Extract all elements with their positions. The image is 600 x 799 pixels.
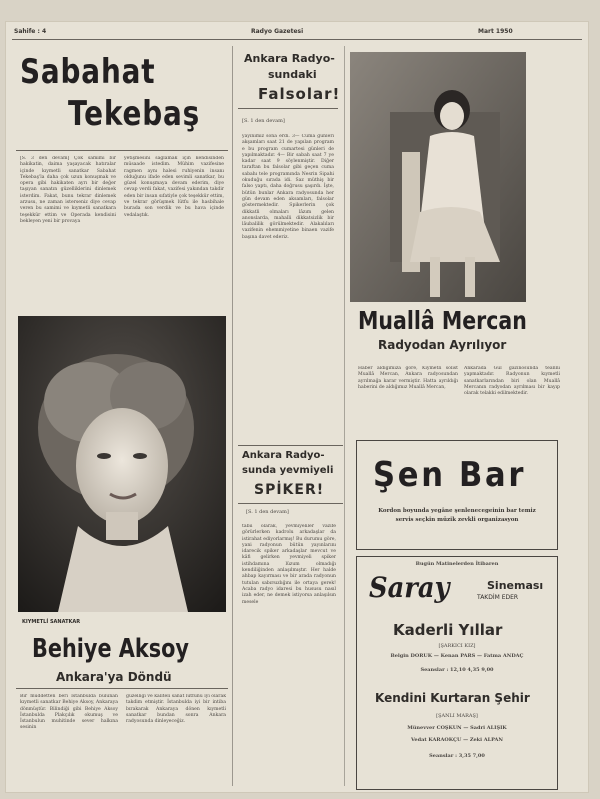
tekebas-title-line2: Tekebaş [68, 94, 201, 134]
spiker-title-line2: sunda yevmiyeli [242, 465, 334, 476]
aksoy-title: Behiye Aksoy [32, 634, 189, 664]
film1-subtitle: [ŞARKICI KIZ] [438, 643, 476, 649]
film1-title: Kaderli Yıllar [393, 621, 503, 639]
saray-takdim: TAKDİM EDER [477, 594, 519, 601]
film1-cast: Belgin DORUK — Kenan PARS — Fatma ANDAÇ [390, 653, 524, 659]
saray-intro: Bugün Matinelerden İtibaren [415, 561, 499, 567]
spiker-title-line3: SPİKER! [254, 482, 325, 498]
film2-times: Seanslar : 3,35 7,00 [429, 753, 485, 759]
page-number: Sahife : 4 [14, 28, 47, 35]
tekebas-rule [16, 150, 228, 151]
film2-subtitle: [ŞANLI MARAŞ] [436, 713, 478, 719]
saray-sinema-word: Sineması [487, 579, 544, 592]
sen-bar-title: Şen Bar [373, 455, 527, 495]
mualla-text-col2: Ankarada Gül gazinosunda teanni yapmaktadır. Radyonun kıymetli sanatkarlarından biri olan Muallâ Mercanın radyodan ayrılması bir kayıp olarak telakki edilmektedir. [464, 366, 560, 397]
mualla-text-col1: Haber aldığımıza göre, Kıymetli solist Muallâ Mercan, Ankara radyosundan ayrılmağa karar vermiştir. Hatta ayrıldığı haberini de aldığımız Muallâ Mercan, [358, 366, 458, 390]
mualla-mercan-photo [350, 52, 526, 302]
spiker-rule [238, 503, 343, 504]
aksoy-text-col1: Bir müddetten beri İstanbulda bulunan kıymetli sanatkar Behiye Aksoy, Ankaraya dönmüştür. Bilindiği gibi Behiye Aksoy İstanbulda Plakçılık okumuş ve İstanbulun muhitinde sever halkına sesinin [20, 694, 118, 731]
issue-date: Mart 1950 [478, 28, 513, 35]
tekebas-title-line1: Sabahat [20, 52, 156, 92]
aksoy-subtitle: Ankara'ya Döndü [56, 670, 172, 684]
spiker-continued: [S. 1 den devam] [246, 509, 289, 515]
tekebas-text-col1: [S. 3 den devam] Çok samimi bir hakikatin, daima yaşayacak hatıralar içinde kıymetli sanatkar Sabahat Tekebaş'la daha çok uzun konuşmak ve opera gibi hakikaten ayrı bir değer taşıyan sanatın güzelliklerini dinlemek isterdim. Fakat, bunu tekrar dinlemek arzusu, ne zaman isterseniz diye cevap veren bu samimi ve kıymetli sanatkara teşekkür ettim ve Operada kendisini bekleyen yeni bir provaya [20, 156, 116, 224]
falsolar-continued: [S. 1 den devam] [242, 118, 285, 124]
saray-sinema-ad [356, 556, 558, 790]
film2-title: Kendini Kurtaran Şehir [375, 691, 530, 705]
tekebas-text-col2: yetişmesini sağlamak için kendisinden müsaade istedim. Mühim vazifesine ragmen aynı halesi ruhiyenin insanı olduğunu ifade eden sevimli sanatkar, bu güzel konuşmaya devam ederim, diye cevap verdi fakat, vazifesi yakından takdir eden bir insan sıfatiyle çok teşekkür ettim, ve tekrar görüşmek lütfu ile hasbihale burada son verdik ve bu hava içinde vedalaştık. [124, 156, 224, 218]
film2-cast-line1: Münevver COŞKUN — Sadri ALIŞIK [407, 725, 507, 731]
newspaper-page [6, 22, 588, 792]
falsolar-text: yayınımız sona erdi. 3— Cuma günleri akşamları saat 21 de yapılan program e bu program cumartesi günleri de yapılmaktadır. 4— Bir sabah saat 7 ye kadar saat 9 söylenmiştir. Diğer taraftan bu falsolar gibi geçen cuma sabahı tele programında Nesrin Sipahi okuduğu sırada idi. Saz müthiş bir falso yaptı, daha doğrusu şaşırdı. İşte, bütün bunlar Ankara radyosunda her gün devam eden aksamları, falsolar göstermektedir. Spikerlerin çok dikkatli olmaları lâzım gelen anonslarda, mahalli dikkatsizlik bir lâubalilik görülmektedir. Alakalıları vazifenin ehemmiyetine binaen vazife başına davet ederiz. [242, 134, 334, 240]
aksoy-text-col2: güzelliği ve kaliteli sanat lütfunu iyi olarak takdim etmiştir. İstanbulda iyi bir intiba bırakarak Ankaraya dönen kıymetli sanatkar bundan sonra Ankara radyosunda dinleyeceğiz. [126, 694, 226, 725]
paper-name: Radyo Gazetesi [251, 28, 304, 35]
column-rule-right [344, 46, 345, 786]
falsolar-title-line1: Ankara Radyo- [244, 52, 335, 65]
falsolar-title-line2: sundaki [268, 68, 317, 81]
mualla-subtitle: Radyodan Ayrılıyor [378, 338, 507, 352]
spiker-title-line1: Ankara Radyo- [242, 450, 325, 461]
sen-bar-ad [356, 440, 558, 550]
falsolar-rule [238, 108, 338, 109]
spiker-text: tabii olarak, yevmiyeliler vazife görürlerken kadrolu arkadaşlar da istirahat ediyorlarmış! Bu durumu göre, yani radyonun bütün yayınlarını idarecik spiker arkadaşlar mevcut ve kâfi gelirken yevmiyeli spiker istihdamına lüzum olmadığı kendiliğinden anlaşılmıştır. Her halde ahbap kayırması ve bir arada radyonun tutulan sabırsızlığını ile ortaya gerek! Acaba radyo idaresi bu hususu nasıl izah eder, ne demek istiyorsa anlaşılsın mesele [242, 524, 336, 605]
spiker-top-rule [238, 445, 343, 446]
saray-name: Saray [369, 571, 450, 604]
mualla-title: Muallâ Mercan [358, 306, 527, 335]
aksoy-rule [16, 688, 228, 689]
film1-times: Seanslar : 12,10 4,35 9,00 [420, 667, 494, 673]
column-rule-left [232, 46, 233, 786]
behiye-aksoy-photo [18, 316, 226, 612]
falsolar-title-line3: Falsolar! [258, 85, 341, 103]
aksoy-caption: KIYMETLİ SANATKAR [22, 619, 81, 625]
film2-cast-line2: Vedat KARAOKÇU — Zeki ALPAN [410, 737, 503, 743]
sen-bar-text: Kordon boyunda yegâne şenlenecegeinin bar temiz servis seçkin müzik zevkli organizasyon [378, 508, 536, 523]
header-rule [12, 39, 582, 40]
